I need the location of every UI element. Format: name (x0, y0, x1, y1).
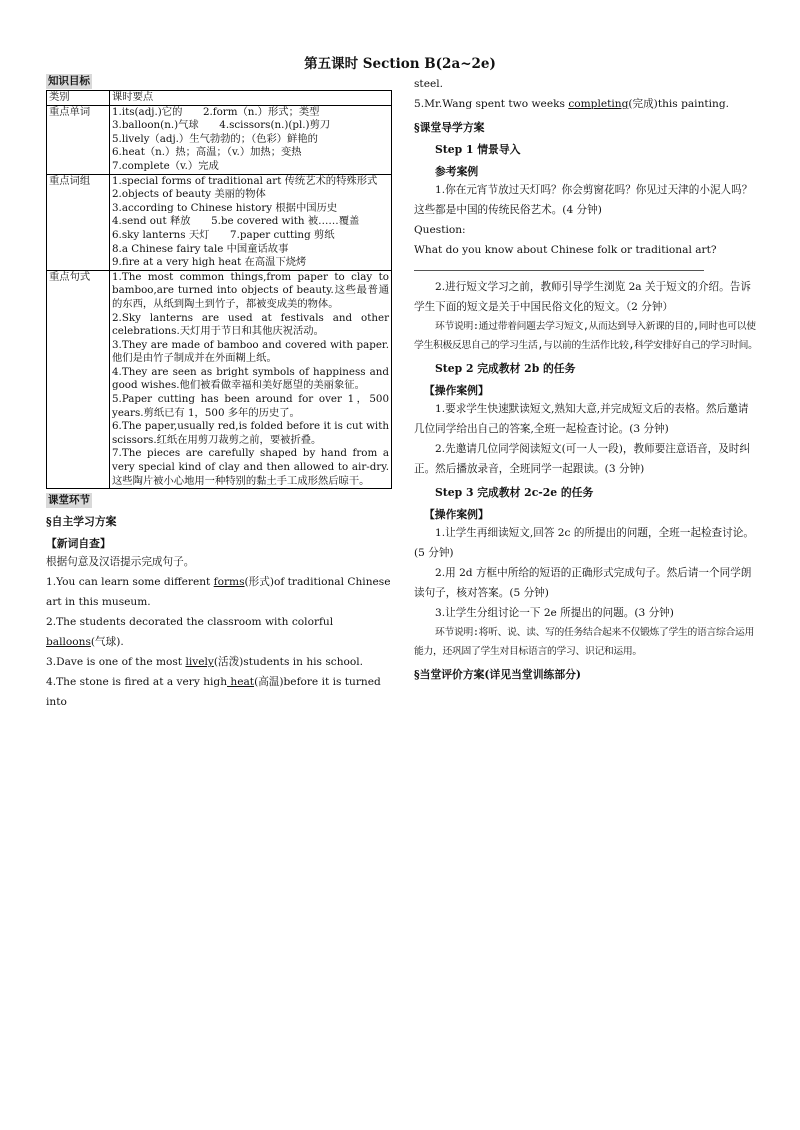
list-item: 6.heat（n.）热；高温；（v.）加热；变热 (112, 146, 302, 159)
exercise-item (46, 652, 392, 672)
paragraph: 1.让学生再细读短文,回答 2c 的所提出的问题，全班一起检查讨论。(5 分钟) (414, 527, 754, 559)
exercise-text: (完成)this painting. (628, 98, 730, 110)
exercise-item (46, 612, 392, 652)
list-item: 8.a Chinese fairy tale 中国童话故事 (112, 242, 289, 255)
row-category: 重点词组 (47, 174, 110, 270)
exercise-text: 4.The stone is fired at a very high (46, 676, 228, 689)
list-item: 2.Sky lanterns are used at festivals and other celebrations.天灯用于节日和其他庆祝活动。 (112, 311, 389, 338)
answer-line (414, 270, 704, 271)
exercise-text: (活泼)students in his school. (213, 656, 364, 669)
list-item: 9.fire at a very high heat 在高温下烧烤 (112, 256, 307, 269)
exercise-continuation: steel. (414, 78, 443, 90)
exercise-text: (高温)before it is turned into (46, 676, 381, 709)
list-item: 3.balloon(n.)气球 4.scissors(n.)(pl.)剪刀 (112, 119, 331, 132)
list-item: 1.special forms of traditional art 传统艺术的特殊形式 (112, 174, 378, 187)
list-item: 5.Paper cutting has been around for over 1，500 years.剪纸已有 1，500 多年的历史了。 (112, 393, 389, 419)
paragraph: 2.进行短文学习之前，教师引导学生浏览 2a 关于短文的介绍。告诉学生下面的短文是关于中国民俗文化的短文。（2 分钟） (414, 281, 751, 313)
new-words-subheading: 【新词自查】 (46, 537, 111, 551)
list-item: 2.objects of beauty 美丽的物体 (112, 188, 266, 201)
row-category: 重点句式 (47, 270, 110, 489)
header-category: 类别 (47, 91, 110, 106)
exercise-text: 2.The students decorated the classroom with colorful (46, 616, 334, 629)
exercise-text: 5.Mr.Wang spent two weeks (414, 98, 569, 110)
list-item: 6.sky lanterns 天灯 7.paper cutting 剪纸 (112, 228, 335, 241)
evaluation-heading: §当堂评价方案(详见当堂训练部分) (414, 668, 582, 681)
knowledge-table (46, 90, 392, 489)
guide-heading: §课堂导学方案 (414, 121, 485, 134)
operation-case-label: 【操作案例】 (424, 384, 489, 397)
paragraph: 2.先邀请几位同学阅读短文(可一人一段)，教师要注意语音，及时纠正。然后播放录音，全班同学一起跟读。(3 分钟) (414, 443, 750, 475)
operation-case-label: 【操作案例】 (424, 508, 489, 521)
paragraph: 1.你在元宵节放过天灯吗？你会剪窗花吗？你见过天津的小泥人吗？这些都是中国的传统民俗艺术。(4 分钟) (414, 184, 753, 216)
row-content (110, 270, 392, 489)
table-row (47, 105, 392, 174)
question-label: Question: (414, 224, 466, 236)
list-item: 4.send out 释放 5.be covered with 被……覆盖 (112, 215, 360, 228)
answer-blank: balloons (46, 636, 91, 649)
exercise-item (414, 94, 759, 114)
question-text: What do you know about Chinese folk or traditional art? (414, 244, 717, 256)
table-row (47, 270, 392, 489)
list-item: 7.complete（v.）完成 (112, 159, 219, 172)
list-item: 3.They are made of bamboo and covered with paper.他们是由竹子制成并在外面糊上纸。 (112, 338, 389, 365)
instruction-text: 根据句意及汉语提示完成句子。 (46, 556, 195, 569)
section-note: 环节说明:将听、说、读、写的任务结合起来不仅锻炼了学生的语言综合运用能力，还巩固了学生对目标语言的学习、识记和运用。 (414, 627, 754, 657)
list-item: 7.The pieces are carefully shaped by hand from a very special kind of clay and then allowed to air-dry.这些陶片被小心地用一种特别的黏土手工成形然后晾干。 (112, 447, 389, 487)
answer-blank: forms (213, 576, 245, 589)
step3-heading: Step 3 完成教材 2c-2e 的任务 (435, 486, 594, 499)
list-item: 4.They are seen as bright symbols of happiness and good wishes.他们被看做幸福和美好愿望的美丽象征。 (112, 365, 389, 392)
exercise-text: 1.You can learn some different (46, 576, 214, 589)
row-content (110, 174, 392, 270)
paragraph: 1.要求学生快速默读短文,熟知大意,并完成短文后的表格。然后邀请几位同学给出自己的答案,全班一起检查讨论。(3 分钟) (414, 403, 749, 435)
step2-heading: Step 2 完成教材 2b 的任务 (435, 362, 576, 375)
table-row (47, 174, 392, 270)
page-title: 第五课时 Section B(2a~2e) (304, 56, 496, 72)
answer-blank: heat (227, 676, 255, 689)
knowledge-goals-heading: 知识目标 (48, 75, 90, 87)
step1-heading: Step 1 情景导入 (435, 143, 521, 156)
right-column (414, 74, 759, 683)
exercise-text: 3.Dave is one of the most (46, 656, 186, 669)
list-item: 1.its(adj.)它的 2.form（n.）形式；类型 (112, 105, 320, 118)
class-section-heading: 课堂环节 (48, 494, 90, 507)
list-item: 5.lively（adj.）生气勃勃的；（色彩）鲜艳的 (112, 132, 318, 145)
table-header-row (47, 91, 392, 106)
paragraph: 3.让学生分组讨论一下 2e 所提出的问题。(3 分钟) (435, 607, 674, 619)
section-note: 环节说明:通过带着问题去学习短文,从而达到导入新课的目的,同时也可以使学生积极反思自己的学习生活,与以前的生活作比较,科学安排好自己的学习时间。 (414, 321, 758, 351)
row-category: 重点单词 (47, 105, 110, 174)
list-item: 1.The most common things,from paper to clay to bamboo,are turned into objects of beauty.这些最普通的东西，从纸到陶土到竹子，都被变成美的物体。 (112, 270, 389, 310)
header-points: 课时要点 (110, 91, 392, 106)
list-item: 3.according to Chinese history 根据中国历史 (112, 201, 338, 214)
paragraph: 2.用 2d 方框中所给的短语的正确形式完成句子。然后请一个同学朗读句子，核对答案。(5 分钟) (414, 567, 752, 599)
row-content (110, 105, 392, 174)
exercise-text: (气球). (90, 636, 124, 649)
self-study-heading: §自主学习方案 (46, 515, 117, 529)
exercise-item (46, 672, 392, 712)
list-item: 6.The paper,usually red,is folded before it is cut with scissors.红纸在用剪刀裁剪之前，要被折叠。 (112, 420, 389, 446)
left-column (46, 74, 392, 712)
answer-blank: lively (185, 656, 214, 669)
exercise-text: (形式)of traditional Chinese art in this museum. (46, 576, 391, 609)
exercise-item (46, 572, 392, 612)
reference-case-label: 参考案例 (435, 165, 479, 178)
answer-blank: completing (568, 98, 629, 110)
